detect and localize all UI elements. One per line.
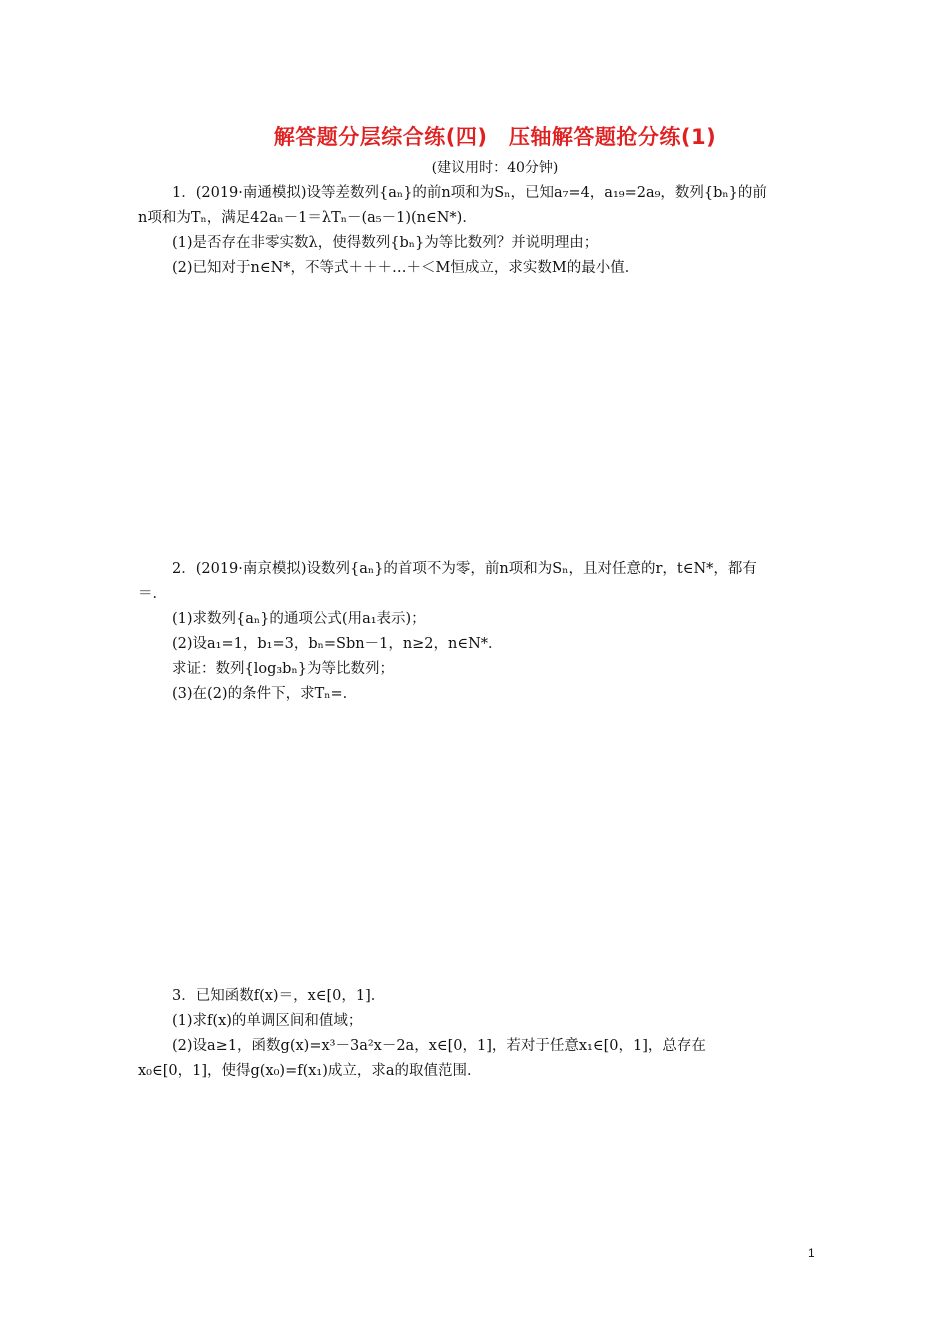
question-2-proof: 求证：数列{log₃bₙ}为等比数列；: [172, 661, 394, 677]
page-number: 1: [808, 1246, 815, 1260]
question-1-line-2: n项和为Tₙ，满足42aₙ－1＝λTₙ－(a₅－1)(n∈N*)．: [138, 210, 477, 226]
question-2-line-2: ＝．: [138, 586, 167, 602]
question-1-part-1: (1)是否存在非零实数λ，使得数列{bₙ}为等比数列？并说明理由；: [172, 235, 599, 251]
question-1-part-2: (2)已知对于n∈N*，不等式＋＋＋…＋＜M恒成立，求实数M的最小值．: [172, 260, 640, 276]
question-1-line-1: 1．(2019·南通模拟)设等差数列{aₙ}的前n项和为Sₙ，已知a₇=4，a₁₉=2a₉，数列{bₙ}的前: [172, 185, 767, 201]
question-2-part-3: (3)在(2)的条件下，求Tₙ=．: [172, 686, 358, 702]
question-2-part-2: (2)设a₁=1，b₁=3，bₙ=Sbn－1，n≥2，n∈N*．: [172, 636, 503, 652]
question-3-part-1: (1)求f(x)的单调区间和值域；: [172, 1013, 363, 1029]
question-2-line-1: 2．(2019·南京模拟)设数列{aₙ}的首项不为零，前n项和为Sₙ，且对任意的r，t∈N*，都有: [172, 561, 757, 577]
question-2-part-1: (1)求数列{aₙ}的通项公式(用a₁表示)；: [172, 611, 426, 627]
question-3-part-2: (2)设a≥1，函数g(x)=x³－3a²x－2a，x∈[0，1]，若对于任意x₁∈[0，1]，总存在: [172, 1038, 706, 1054]
time-hint: (建议用时：40分钟): [431, 160, 559, 176]
question-3-line-1: 3．已知函数f(x)＝，x∈[0，1]．: [172, 988, 386, 1004]
page-title: 解答题分层综合练(四) 压轴解答题抢分练(1): [273, 125, 717, 149]
question-3-line-4: x₀∈[0，1]，使得g(x₀)=f(x₁)成立，求a的取值范围．: [138, 1063, 482, 1079]
